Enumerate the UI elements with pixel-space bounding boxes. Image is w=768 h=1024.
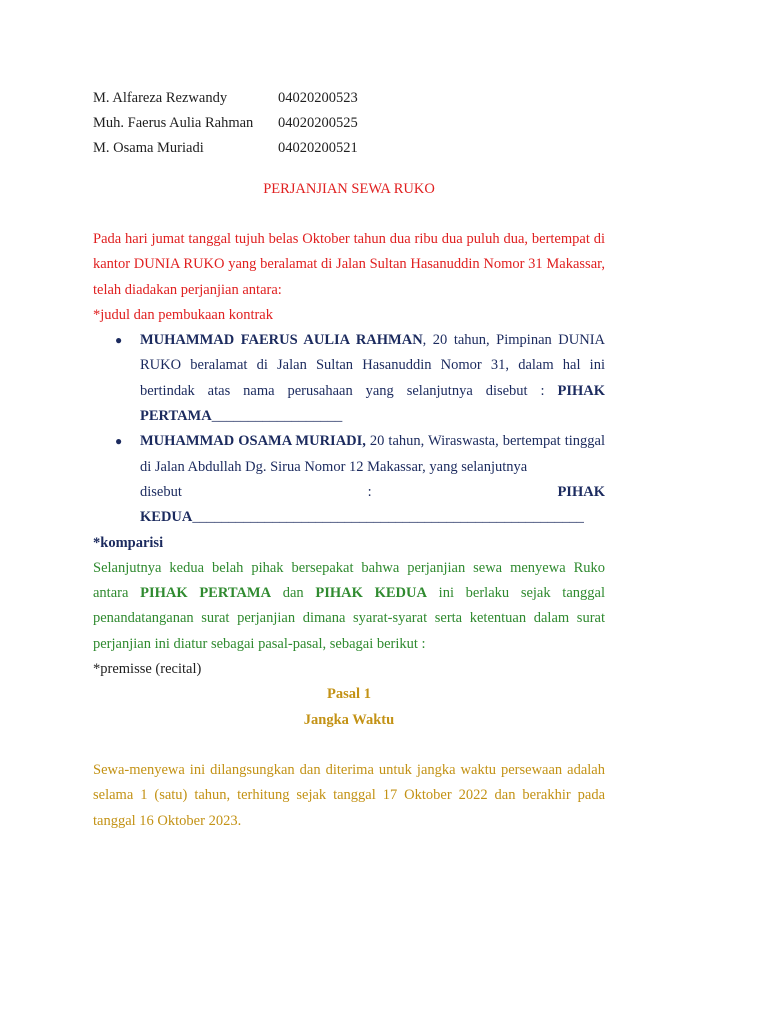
author-nim: 04020200521 xyxy=(278,140,358,156)
note-opening: *judul dan pembukaan kontrak xyxy=(93,306,273,323)
pasal-number: Pasal 1 xyxy=(327,686,371,703)
party-second-role-a: PIHAK xyxy=(557,483,605,500)
recital-pihak-kedua: PIHAK KEDUA xyxy=(315,585,427,602)
recital-part2: dan xyxy=(271,585,316,602)
party-second-role-b: KEDUA xyxy=(140,509,193,526)
party-second-disebut: disebut xyxy=(140,483,182,500)
note-premisse: *premisse (recital) xyxy=(93,661,202,678)
document-page xyxy=(93,86,605,834)
author-row xyxy=(93,136,605,161)
bullet-icon: ● xyxy=(115,333,123,348)
bullet-icon: ● xyxy=(115,434,123,449)
recital-part3: ini berlaku sejak tanggal penandatanganan surat perjanjian dimana syarat-syarat serta ketentuan dalam surat perjanjian ini diatur sebagai pasal-pasal, sebagai berikut : xyxy=(93,585,605,652)
party-first-desc: , 20 tahun, Pimpinan DUNIA RUKO beralamat di Jalan Sultan Hasanuddin Nomor 31, dalam hal ini bertindak atas nama perusahaan yang selanjutnya disebut : xyxy=(140,332,605,399)
author-name: M. Osama Muriadi xyxy=(93,140,204,156)
pasal-heading: Jangka Waktu xyxy=(303,711,395,728)
party-first xyxy=(93,328,605,429)
note-komparisi xyxy=(93,531,605,556)
party-second-desc: 20 tahun, Wiraswasta, bertempat tinggal di Jalan Abdullah Dg. Sirua Nomor 12 Makassar, yang selanjutnya xyxy=(140,433,605,475)
opening-paragraph: Pada hari jumat tanggal tujuh belas Oktober tahun dua ribu dua puluh dua, bertempat di kantor DUNIA RUKO yang beralamat di Jalan Sultan Hasanuddin Nomor 31 Makassar, telah diadakan perjanjian antara: xyxy=(93,231,605,298)
author-nim: 04020200525 xyxy=(278,115,358,131)
spacer xyxy=(93,733,605,758)
author-nim: 04020200523 xyxy=(278,90,358,106)
party-second xyxy=(93,429,605,530)
recital-paragraph xyxy=(93,556,605,657)
author-row xyxy=(93,111,605,136)
party-second-name: MUHAMMAD OSAMA MURIADI, xyxy=(140,433,366,450)
party-list xyxy=(93,328,605,530)
author-name: M. Alfareza Rezwandy xyxy=(93,90,228,106)
party-second-last-line xyxy=(140,505,605,530)
document-title: PERJANJIAN SEWA RUKO xyxy=(263,181,435,197)
author-row xyxy=(93,86,605,111)
party-second-underline: ______________________________________________________ xyxy=(192,509,584,526)
author-list xyxy=(93,86,605,161)
party-second-colon: : xyxy=(367,483,372,500)
recital-pihak-pertama: PIHAK PERTAMA xyxy=(140,585,272,602)
author-name: Muh. Faerus Aulia Rahman xyxy=(93,115,254,131)
party-second-spread-line xyxy=(140,480,605,505)
party-first-name: MUHAMMAD FAERUS AULIA RAHMAN xyxy=(140,332,423,349)
pasal-body: Sewa-menyewa ini dilangsungkan dan diterima untuk jangka waktu persewaan adalah selama 1 (satu) tahun, terhitung sejak tanggal 17 Oktober 2022 dan berakhir pada tanggal 16 Oktober 2023. xyxy=(93,761,605,829)
note-komparisi-text: *komparisi xyxy=(93,534,164,551)
recital-part1: Selanjutnya kedua belah pihak bersepakat bahwa perjanjian sewa menyewa Ruko antara xyxy=(93,559,605,602)
party-first-underline: __________________ xyxy=(211,408,343,425)
party-first-role: PIHAK PERTAMA xyxy=(140,382,605,425)
